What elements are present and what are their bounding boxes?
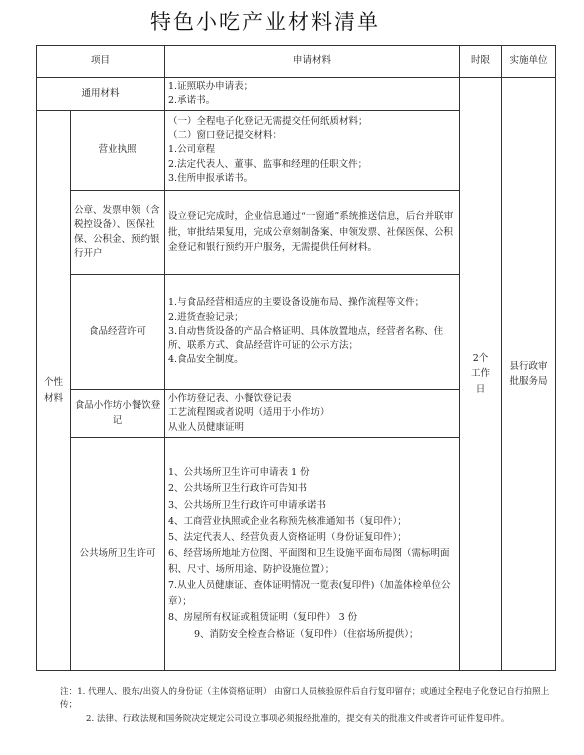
row-label-business-license: 营业执照 (71, 111, 165, 191)
list-item: 1.公司章程 (168, 144, 216, 156)
time-limit-value: 2个工作日 (471, 353, 491, 395)
row-label-small-workshop: 食品小作坊小餐饮登记 (71, 390, 165, 438)
row-label-food-license: 食品经营许可 (71, 275, 165, 390)
row-items-food-license (165, 275, 460, 390)
general-item: 2.承诺书。 (168, 95, 216, 106)
general-items (165, 78, 460, 111)
list-item: （二）窗口登记提交材料： (168, 130, 283, 142)
list-item: 1、公共场所卫生许可申请表 1 份 (168, 467, 310, 479)
list-item: 2.进货查验记录； (168, 311, 244, 323)
footnote-2: 2. 法律、行政法规和国务院决定规定公司设立事项必须报经批准的，提交有关的批准文件或者许可证件复印件。 (86, 713, 510, 724)
list-item: 2、公共场所卫生行政许可告知书 (168, 483, 308, 495)
general-label: 通用材料 (37, 78, 165, 111)
agency-value: 县行政审批服务局 (509, 360, 548, 387)
header-agency-text: 实施单位 (509, 55, 548, 67)
header-row (37, 46, 556, 78)
row-items-business-license (165, 111, 460, 191)
page-title: 特色小吃产业材料清单 (150, 10, 380, 34)
list-item: 7.从业人员健康证、查体证明情况一览表(复印件)（加盖体检单位公章）； (168, 580, 451, 608)
list-item: 6、经营场所地址方位图、平面图和卫生设施平面布局图（需标明面积、尺寸、场所用途、防护设施位置）； (168, 547, 450, 576)
list-item: 3、公共场所卫生行政许可申请承诺书 (168, 499, 327, 511)
general-item: 1.证照联办申请表； (168, 80, 254, 92)
agency-cell (502, 78, 556, 671)
list-item: 4、工商营业执照或企业名称预先核准通知书（复印件）； (168, 515, 407, 527)
header-item: 项目 (37, 46, 165, 78)
list-item: 2.法定代表人、董事、监事和经理的任职文件； (168, 158, 368, 170)
list-item: 1.与食品经营相适应的主要设备设施布局、操作流程等文件； (168, 297, 425, 309)
footnote (60, 686, 555, 726)
list-item: 工艺流程图或者说明（适用于小作坊） (168, 407, 330, 419)
row-items-seal-invoice (165, 191, 460, 275)
list-item: 3.自动售货设备的产品合格证明、具体放置地点，经营者名称、住所、联系方式、食品经营许可证的公示方法； (168, 325, 444, 352)
header-agency (502, 46, 556, 78)
list-item: 小作坊登记表、小餐饮登记表 (168, 393, 292, 405)
list-item: 4.食品安全制度。 (168, 354, 244, 366)
row-items-public-health (165, 438, 460, 671)
row-label-seal-invoice: 公章、发票申领（含税控设备）、医保社保、公积金、预约银行开户 (71, 191, 165, 275)
list-item: 9、消防安全检查合格证（复印件）（住宿场所提供）； (194, 628, 419, 640)
header-materials: 申请材料 (165, 46, 460, 78)
individual-label-cell (37, 111, 71, 671)
row-items-small-workshop (165, 390, 460, 438)
list-item: 从业人员健康证明 (168, 421, 245, 433)
general-row (37, 78, 556, 111)
materials-table (36, 45, 556, 671)
list-item: （一）全程电子化登记无需提交任何纸质材料； (168, 115, 368, 127)
time-limit-cell (460, 78, 502, 671)
list-item: 8、房屋所有权证或租赁证明（复印件） 3 份 (168, 612, 358, 624)
footnote-1: 注：1. 代理人、股东/出资人的身份证（主体资格证明） 由窗口人员核验原件后自行复印留存；或通过全程电子化登记自行拍照上传； (60, 687, 550, 711)
list-item: 5、法定代表人、经营负责人资格证明（身份证复印件）； (168, 531, 407, 543)
list-item: 3.住所申报承诺书。 (168, 172, 254, 184)
header-time-limit: 时限 (460, 46, 502, 78)
individual-label: 个性材料 (43, 377, 63, 404)
row-label-public-health: 公共场所卫生许可 (71, 438, 165, 671)
list-item: 设立登记完成时，企业信息通过“一窗通”系统推送信息，后台并联审批，审批结果复用，完成公章刻制备案、申领发票、社保医保、公积金登记和银行预约开户服务，无需提供任何材料。 (168, 210, 454, 254)
